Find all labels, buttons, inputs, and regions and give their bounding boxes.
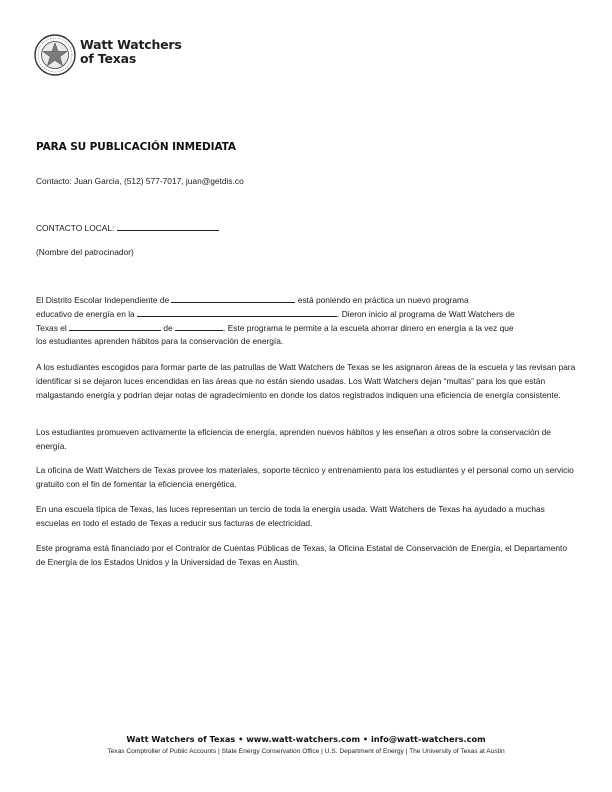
intro-text-5: Texas el (36, 322, 67, 333)
paragraph-patrols: A los estudiantes escogidos para formar parte de las patrullas de Watt Watchers de Texas se les asignaron áreas de la escuela y las revisan para identificar si se dejaron luces encendidas en las áreas que no están siendo usadas. Los Watt Watchers dejan “multas” para los que están malgastando energía y podrían dejar notas de agradecimiento en donde los datos registrados indiquen una eficiencia de energía consistente. (36, 362, 576, 400)
district-blank (171, 294, 295, 303)
brand-line-2: of Texas (80, 51, 137, 66)
paragraph-lighting: En una escuela típica de Texas, las luces representan un tercio de toda la energía usada. Watt Watchers de Texas ha ayudado a muchas escuelas en todo el estado de Texas a reducir sus facturas de electricidad. (36, 504, 545, 528)
local-contact-blank (117, 222, 219, 231)
brand-name (80, 38, 182, 66)
date-blank (69, 322, 161, 331)
local-contact-line (36, 222, 576, 236)
footer-sponsors-line: Texas Comptroller of Public Accounts | State Energy Conservation Office | U.S. Department of Energy | The University of Texas at Austin (107, 748, 505, 755)
local-contact-label: CONTACTO LOCAL: (36, 223, 115, 233)
contact-line: Contacto: Juan Garcia, (512) 577-7017, juan@getdis.co (36, 176, 244, 186)
watt-watchers-logo (34, 34, 76, 76)
intro-text-6: de (163, 322, 173, 333)
year-blank (175, 322, 223, 331)
paragraph-students: Los estudiantes promueven activamente la eficiencia de energía, aprenden nuevos hábitos y les enseñan a otros sobre la conservación de energía. (36, 427, 551, 451)
paragraph-funding: Este programa está financiado por el Contralor de Cuentas Públicas de Texas, la Oficina Estatal de Conservación de Energía, el Departamento de Energía de los Estados Unidos y la Universidad de Texas en Austin. (36, 543, 568, 567)
intro-text-1: El Distrito Escolar Independiente de (36, 295, 170, 305)
intro-text-7: . Este programa le permite a la escuela ahorrar dinero en energía a la vez que (223, 322, 514, 333)
school-blank (137, 308, 337, 317)
intro-text-3: educativo de energía en la (36, 308, 135, 319)
intro-text-2: está poniendo en práctica un nuevo programa (297, 295, 469, 305)
footer-contact-line: Watt Watchers of Texas • www.watt-watchers.com • info@watt-watchers.com (126, 734, 486, 744)
headline: PARA SU PUBLICACIÓN INMEDIATA (36, 141, 236, 153)
paragraph-office: La oficina de Watt Watchers de Texas provee los materiales, soporte técnico y entrenamiento para los estudiantes y el personal como un servicio gratuito con el fin de fomentar la eficiencia energética. (36, 465, 574, 489)
intro-text-4: . Dieron inicio al programa de Watt Watchers de (337, 308, 515, 319)
brand-line-1: Watt Watchers (80, 37, 182, 52)
sponsor-label: (Nombre del patrocinador) (36, 247, 134, 257)
intro-text-8: los estudiantes aprenden hábitos para la conservación de energía. (36, 336, 284, 347)
intro-paragraph (36, 294, 576, 349)
